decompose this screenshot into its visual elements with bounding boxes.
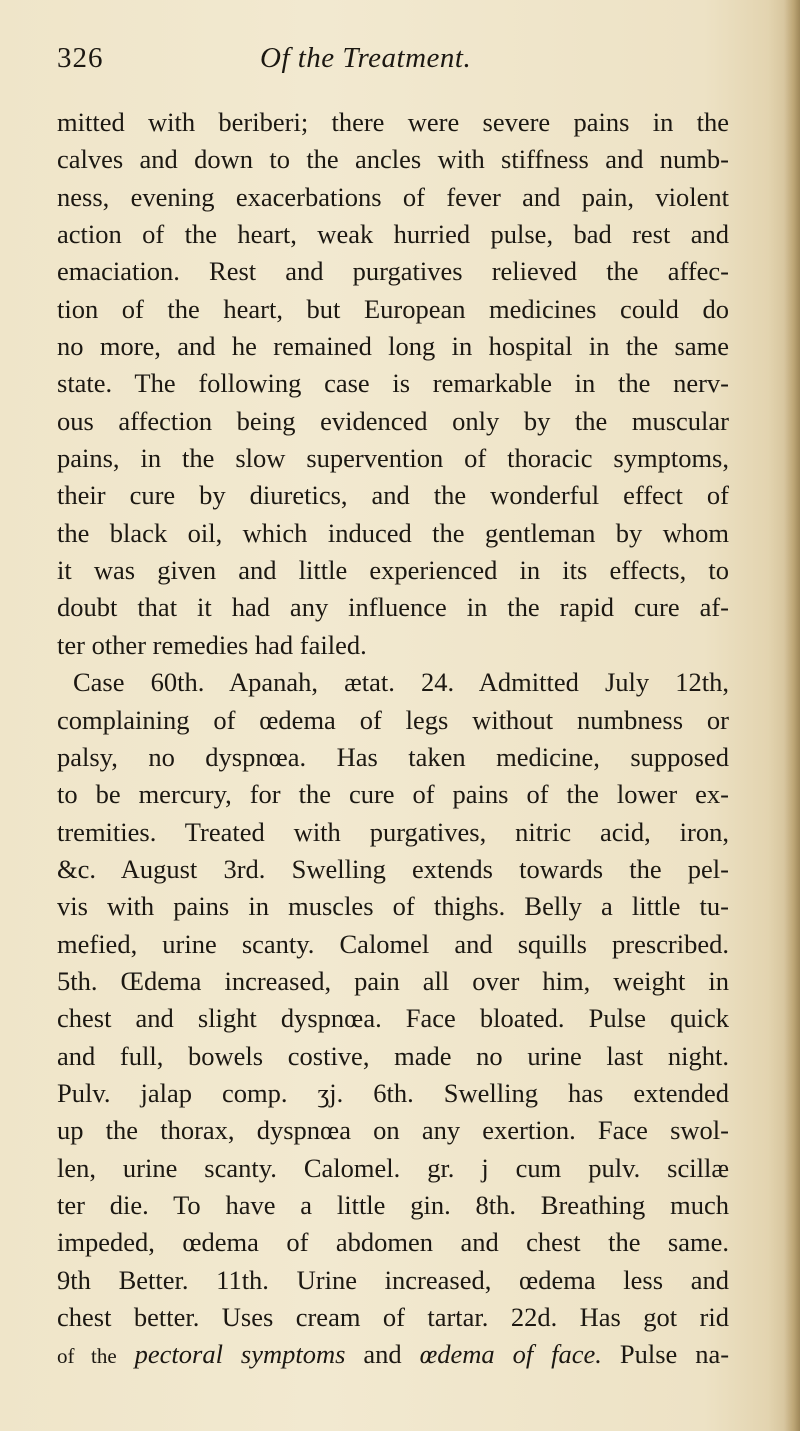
final-text-line [57,1336,729,1373]
text-line: calves and down to the ancles with stiffness and numb- [57,144,729,175]
text-line: pains, in the slow supervention of thoracic symptoms, [57,443,729,474]
text-line: doubt that it had any influence in the rapid cure af- [57,592,729,623]
text-line: the black oil, which induced the gentleman by whom [57,517,729,548]
text-line: len, urine scanty. Calomel. gr. j cum pulv. scillæ [57,1152,729,1183]
text-line: mefied, urine scanty. Calomel and squills prescribed. [57,928,729,959]
text-line: complaining of œdema of legs without numbness or [57,704,729,735]
text-line: their cure by diuretics, and the wonderful effect of [57,480,729,511]
text-line: mitted with beriberi; there were severe pains in the [57,107,729,137]
text-line: action of the heart, weak hurried pulse, bad rest and [57,219,729,250]
final-line-suffix: Pulse na- [619,1339,730,1370]
text-line: state. The following case is remarkable in the nerv- [57,368,729,399]
final-line-prefix: of the [57,1344,117,1369]
text-line: 9th Better. 11th. Urine increased, œdema less and [57,1264,729,1295]
text-line: &c. August 3rd. Swelling extends towards the pel- [57,853,729,884]
paragraph-end-line: ter other remedies had failed. [57,629,367,660]
text-line: Pulv. jalap comp. ʒj. 6th. Swelling has extended [57,1077,729,1108]
text-line: ness, evening exacerbations of fever and pain, violent [57,181,729,212]
text-line: tremities. Treated with purgatives, nitric acid, iron, [57,816,729,847]
text-line: chest and slight dyspnœa. Face bloated. Pulse quick [57,1003,729,1034]
text-line: impeded, œdema of abdomen and chest the same. [57,1227,729,1258]
text-line: tion of the heart, but European medicines could do [57,293,729,324]
italic-phrase-oedema: œdema of face. [419,1339,602,1370]
text-line: to be mercury, for the cure of pains of the lower ex- [57,779,729,810]
page-number: 326 [57,42,104,74]
text-line: and full, bowels costive, made no urine last night. [57,1040,729,1071]
text-line: it was given and little experienced in its effects, to [57,555,729,586]
running-title: Of the Treatment. [260,42,472,74]
final-line-conjunction: and [363,1339,402,1370]
text-line: ous affection being evidenced only by the muscular [57,405,729,436]
running-header [0,42,800,82]
text-line: ter die. To have a little gin. 8th. Breathing much [57,1189,729,1220]
text-line: vis with pains in muscles of thighs. Belly a little tu- [57,891,729,922]
text-line: palsy, no dyspnœa. Has taken medicine, supposed [57,741,729,772]
body-text [57,104,729,1374]
text-line: emaciation. Rest and purgatives relieved the affec- [57,256,729,287]
page-edge-shadow [784,0,800,1431]
text-line: up the thorax, dyspnœa on any exertion. Face swol- [57,1115,729,1146]
text-line: no more, and he remained long in hospital in the same [57,331,729,362]
text-line: chest better. Uses cream of tartar. 22d. Has got rid [57,1302,729,1332]
text-line: 5th. Œdema increased, pain all over him, weight in [57,965,729,996]
italic-phrase-pectoral: pectoral symptoms [134,1339,346,1370]
case-heading-line: Case 60th. Apanah, ætat. 24. Admitted July 12th, [73,667,729,698]
